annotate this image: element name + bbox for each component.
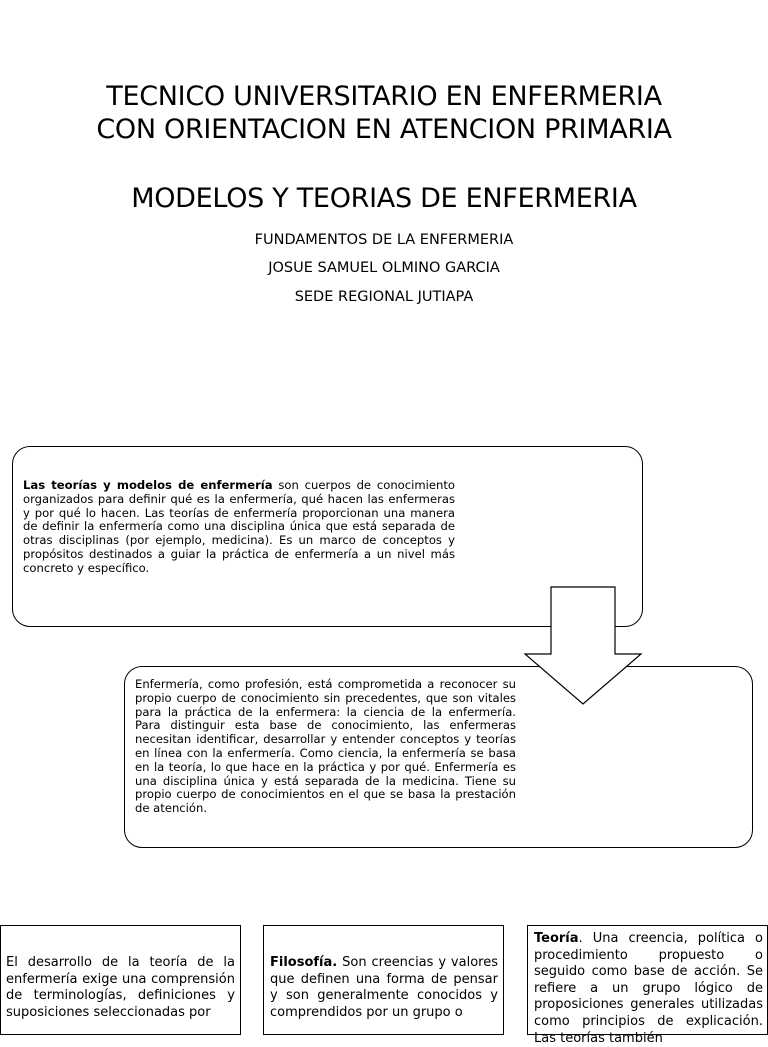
- author-name: JOSUE SAMUEL OLMINO GARCIA: [268, 260, 500, 276]
- course-name: FUNDAMENTOS DE LA ENFERMERIA: [254, 232, 514, 248]
- column-terminology: [0, 925, 241, 1035]
- theory-bold-lead: Teoría: [534, 931, 579, 946]
- philosophy-text: [270, 955, 498, 1021]
- program-title-line2: CON ORIENTACION EN ATENCION PRIMARIA: [96, 114, 672, 145]
- column-theory: [527, 925, 768, 1046]
- profession-text: Enfermería, como profesión, está comprometida a reconocer su propio cuerpo de conocimiento sin precedentes, que son vitales para la práctica de la enfermera: la ciencia de la enfermería. Para distinguir esta base de conocimiento, las enfermeras necesitan identificar, desarrollar y entender conceptos y teorías en línea con la enfermería. Como ciencia, la enfermería se basa en la teoría, lo que hace en la práctica y por qué. Enfermería es una disciplina única y está separada de la medicina. Tiene su propio cuerpo de conocimientos en el que se basa la prestación de atención.: [135, 677, 516, 816]
- terminology-text: El desarrollo de la teoría de la enfermería exige una comprensión de terminologías, definiciones y suposiciones seleccionadas por: [6, 955, 235, 1020]
- campus-name: SEDE REGIONAL JUTIAPA: [294, 289, 474, 305]
- down-arrow-icon: [523, 586, 643, 706]
- definition-text: [23, 479, 455, 576]
- program-title-line1: TECNICO UNIVERSITARIO EN ENFERMERIA: [106, 81, 662, 112]
- theory-body: . Una creencia, política o procedimiento propuesto o seguido como base de acción. Se refiere a un grupo lógico de proposiciones generales utilizadas como principios de explicación. Las teorías también: [534, 931, 763, 1046]
- document-title: MODELOS Y TEORIAS DE ENFERMERIA: [131, 183, 637, 214]
- definition-bold-lead: Las teorías y modelos de enfermería: [23, 478, 273, 492]
- philosophy-body: Son creencias y valores que definen una forma de pensar y son generalmente conocidos y comprendidos por un grupo o: [270, 955, 498, 1020]
- theory-text: [534, 931, 763, 1047]
- philosophy-bold-lead: Filosofía.: [270, 955, 338, 970]
- column-philosophy: [263, 925, 504, 1035]
- profession-box: [124, 666, 753, 848]
- definition-body: son cuerpos de conocimiento organizados para definir qué es la enfermería, qué hacen las enfermeras y por qué lo hacen. Las teorías de enfermería proporcionan una manera de definir la enfermería como una disciplina única que está separada de otras disciplinas (por ejemplo, medicina). Es un marco de conceptos y propósitos destinados a guiar la práctica de enfermería a un nivel más concreto y específico.: [23, 478, 455, 575]
